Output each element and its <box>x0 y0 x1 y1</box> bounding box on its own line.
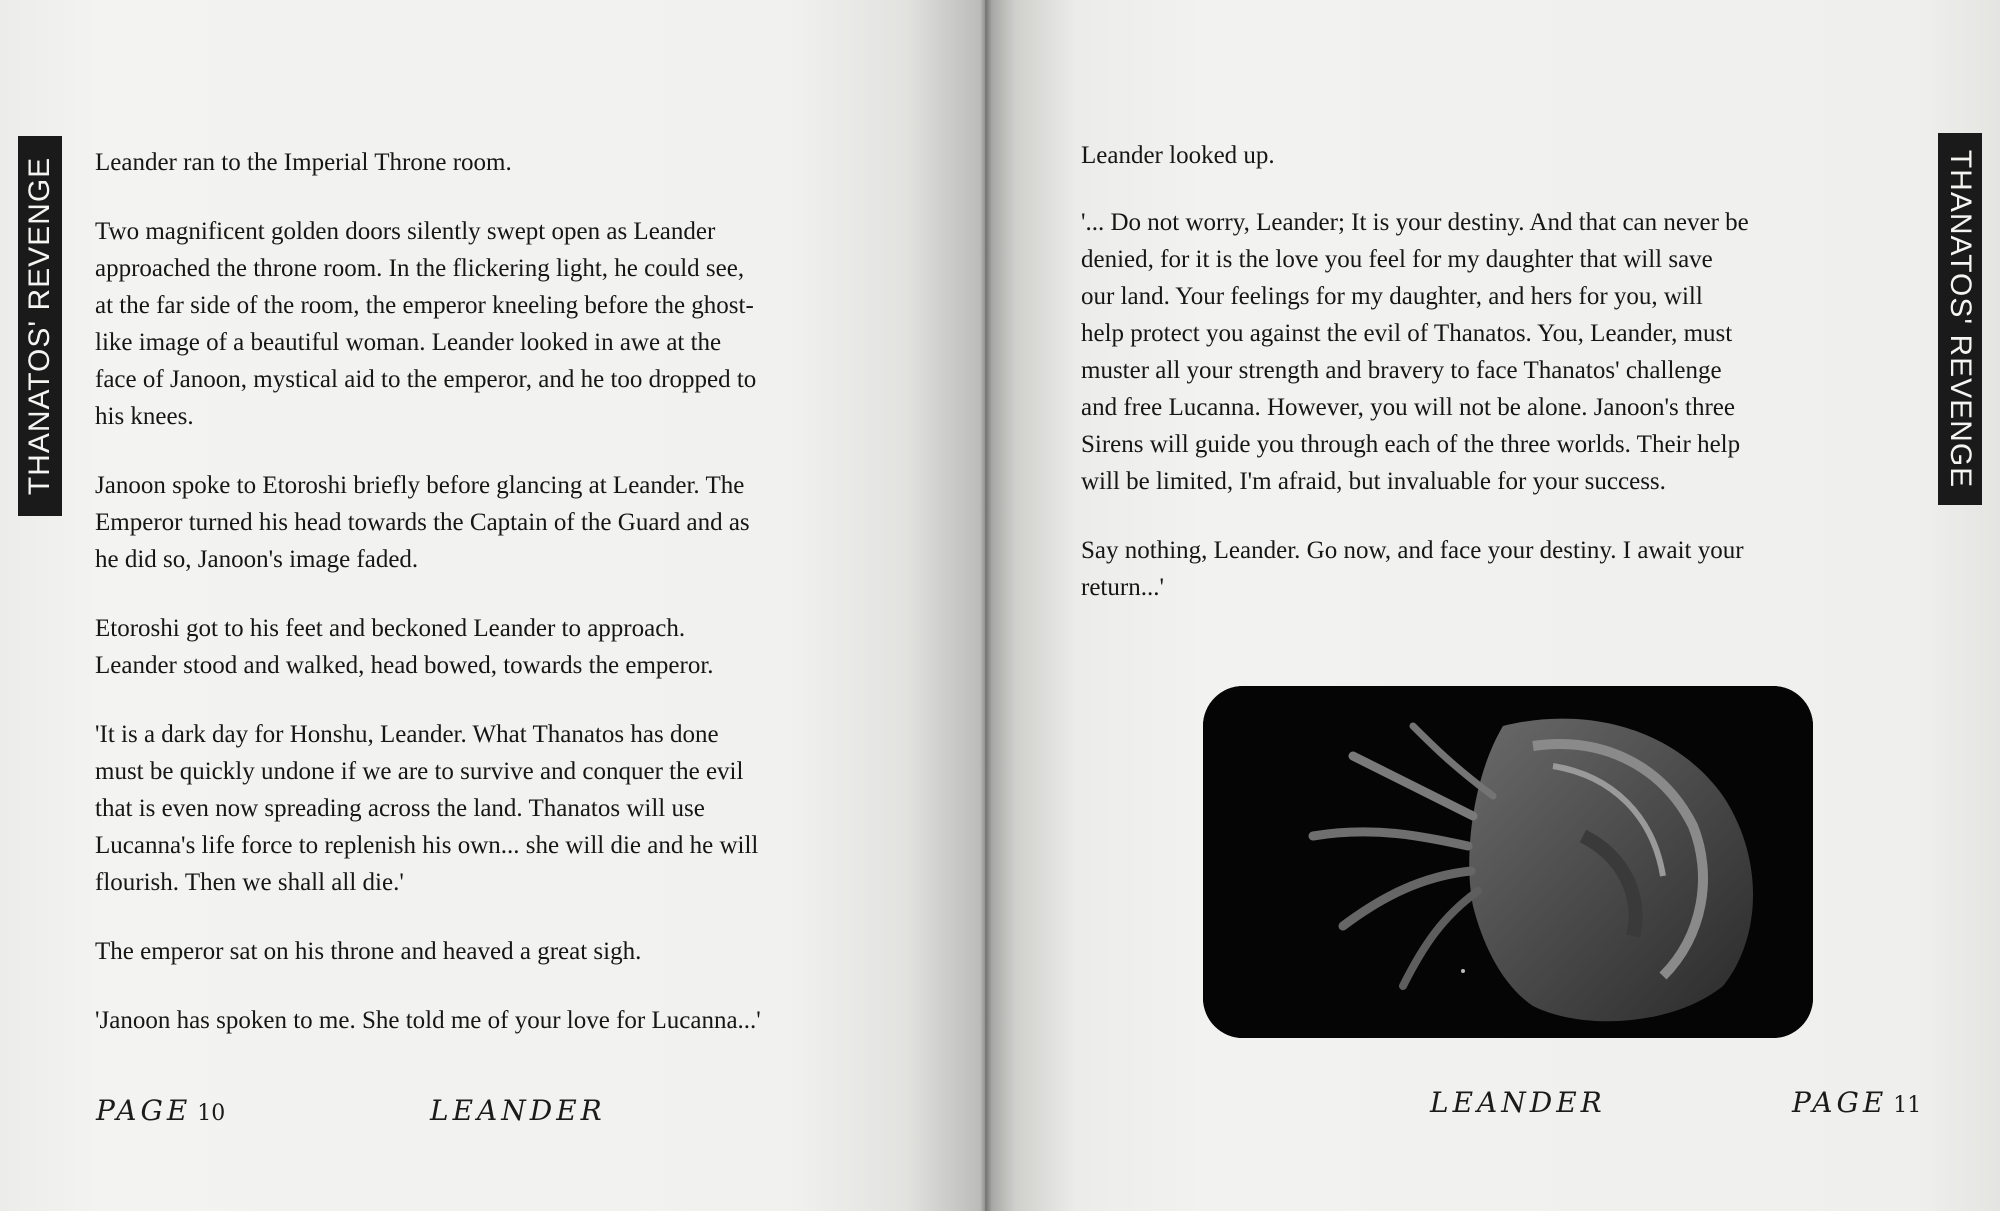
right-page <box>985 0 2000 1211</box>
page-footer-left <box>96 1094 225 1127</box>
clawed-creature-illustration-icon <box>1203 686 1813 1038</box>
paragraph: The emperor sat on his throne and heaved a great sigh. <box>95 938 642 965</box>
paragraph: Etoroshi got to his feet and beckoned Leander to approach. Leander stood and walked, head bowed, towards the emperor. <box>95 615 714 679</box>
paragraph: Janoon spoke to Etoroshi briefly before glancing at Leander. The Emperor turned his head towards the Captain of the Guard and as he did so, Janoon's image faded. <box>95 472 750 573</box>
page-footer-title-left: LEANDER <box>430 1094 606 1127</box>
book-spine-gutter <box>980 0 992 1211</box>
paragraph: Two magnificent golden doors silently swept open as Leander approached the throne room. In the flickering light, he could see, at the far side of the room, the emperor kneeling before the ghost- like image of a beautiful woman. Leander looked in awe at the face of Janoon, mystical aid to the emperor, and he too dropped to his knees. <box>95 218 757 430</box>
page-label: PAGE <box>96 1094 192 1127</box>
spine-tab-label: THANATOS' REVENGE <box>23 156 56 496</box>
paragraph: Leander looked up. <box>1081 142 1275 169</box>
spine-tab-left <box>18 136 62 516</box>
paragraph: 'Janoon has spoken to me. She told me of your love for Lucanna...' <box>95 1007 761 1034</box>
left-page <box>0 0 985 1211</box>
page-number: 10 <box>197 1101 226 1126</box>
right-page-body <box>1081 137 1911 638</box>
game-screenshot-illustration <box>1203 686 1813 1038</box>
paragraph: Leander ran to the Imperial Throne room. <box>95 149 512 176</box>
page-number: 11 <box>1893 1093 1922 1118</box>
paragraph: Say nothing, Leander. Go now, and face your destiny. I await your return...' <box>1081 537 1744 601</box>
left-page-body <box>95 144 925 1071</box>
spine-tab-right <box>1938 133 1982 505</box>
paragraph: '... Do not worry, Leander; It is your destiny. And that can never be denied, for it is the love you feel for my daughter that will save our land. Your feelings for my daughter, and hers for you, will help protect you against the evil of Thanatos. You, Leander, must muster all your strength and bravery to face Thanatos' challenge and free Lucanna. However, you will not be alone. Janoon's three Sirens will guide you through each of the three worlds. Their help will be limited, I'm afraid, but invaluable for your success. <box>1081 209 1749 495</box>
page-footer-title-right: LEANDER <box>1430 1086 1606 1119</box>
page-footer-right <box>1792 1086 1921 1119</box>
paragraph: 'It is a dark day for Honshu, Leander. What Thanatos has done must be quickly undone if we are to survive and conquer the evil that is even now spreading across the land. Thanatos will use Lucanna's life force to replenish his own... she will die and he will flourish. Then we shall all die.' <box>95 721 759 896</box>
page-label: PAGE <box>1792 1086 1888 1119</box>
spine-tab-label: THANATOS' REVENGE <box>1944 149 1977 489</box>
